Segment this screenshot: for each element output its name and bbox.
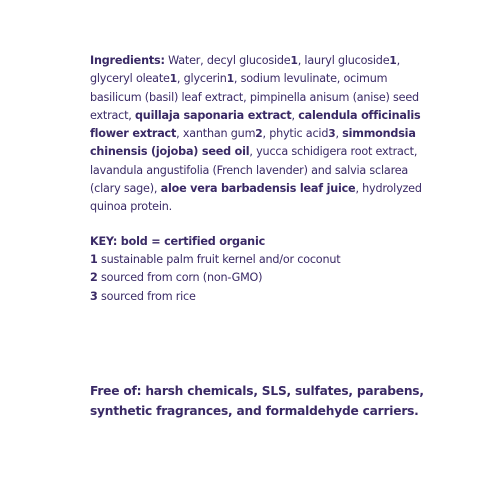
footnote-marker: 1	[169, 72, 177, 86]
ingredient-text: , glycerin	[176, 72, 227, 86]
key-line-3	[90, 288, 428, 306]
key-legend	[90, 233, 428, 306]
footnote-marker: 1	[290, 54, 298, 67]
ingredient-text: , hydrolyzed quinoa protein.	[90, 182, 422, 214]
ingredients-label: Ingredients:	[90, 54, 165, 67]
footnote-marker: 2	[255, 127, 263, 141]
key-text: sourced from rice	[97, 289, 196, 303]
ingredient-text: , phytic acid	[262, 127, 329, 141]
ingredients-panel	[90, 52, 428, 306]
ingredient-text: Water, decyl glucoside	[164, 54, 291, 67]
organic-ingredient: quillaja saponaria extract	[135, 108, 292, 122]
key-text: sustainable palm fruit kernel and/or coconut	[97, 252, 341, 266]
ingredient-text: , sodium levulinate, ocimum basilicum (basil) leaf extract, pimpinella anisum (anise) seed extract,	[90, 72, 419, 122]
footnote-marker: 1	[226, 72, 234, 86]
key-number: 1	[90, 252, 98, 266]
key-number: 3	[90, 289, 98, 303]
key-line-2	[90, 269, 428, 287]
key-line-1	[90, 251, 428, 269]
ingredient-text: , xanthan gum	[176, 127, 256, 141]
ingredient-text: , lauryl glucoside	[297, 54, 390, 67]
ingredient-text: , yucca schidigera root extract, lavandula angustifolia (French lavender) and salvia sclarea (clary sage),	[90, 145, 418, 196]
key-text: sourced from corn (non-GMO)	[97, 271, 263, 285]
free-of-statement: Free of: harsh chemicals, SLS, sulfates, parabens, synthetic fragrances, and formaldehyde carriers.	[90, 384, 424, 418]
key-title: KEY: bold = certified organic	[90, 234, 266, 248]
footnote-marker: 1	[389, 54, 397, 67]
ingredient-text: ,	[291, 108, 299, 122]
organic-ingredient: aloe vera barbadensis leaf juice	[160, 182, 356, 196]
key-number: 2	[90, 271, 98, 285]
ingredient-text: ,	[335, 127, 343, 141]
organic-ingredient: calendula officinalis flower extract	[90, 108, 421, 141]
footnote-marker: 3	[328, 127, 336, 141]
ingredients-list	[90, 52, 428, 217]
organic-ingredient: simmondsia chinensis (jojoba) seed oil	[90, 127, 416, 159]
ingredient-text: , glyceryl oleate	[90, 54, 400, 86]
